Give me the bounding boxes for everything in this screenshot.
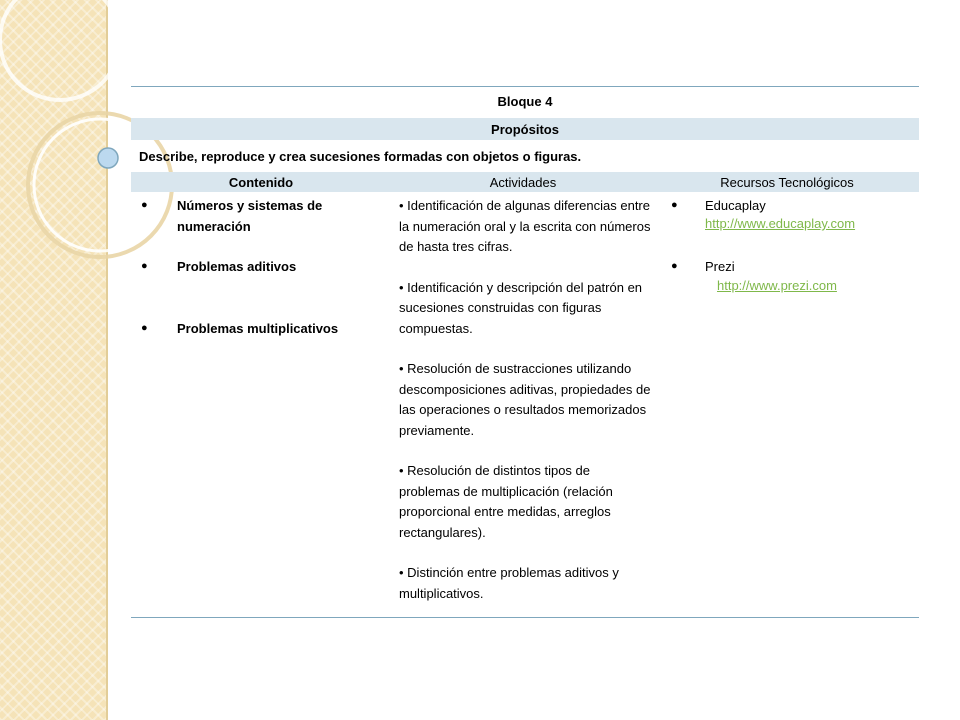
- educaplay-link[interactable]: http://www.educaplay.com: [705, 216, 856, 231]
- prezi-link[interactable]: http://www.prezi.com: [717, 278, 837, 293]
- actividad-item: • Resolución de sustracciones utilizando descomposiciones aditivas, propiedades de las operaciones o resultados memorizados previamente.: [399, 361, 651, 438]
- recursos-column: [663, 192, 919, 624]
- header-contenido: Contenido: [228, 174, 294, 190]
- bullet-icon: ●: [671, 199, 678, 211]
- actividad-item: • Identificación y descripción del patrón en sucesiones construidas con figuras compuestas.: [399, 279, 643, 336]
- list-item: [139, 195, 379, 237]
- bullet-icon: ●: [141, 199, 148, 211]
- list-item: [139, 318, 379, 339]
- header-actividades: Actividades: [489, 174, 557, 190]
- contenido-text: Números y sistemas de numeración: [177, 198, 323, 234]
- bullet-icon: ●: [141, 322, 148, 334]
- actividad-item: • Identificación de algunas diferencias entre la numeración oral y la escrita con números de hasta tres cifras.: [399, 198, 651, 254]
- contenido-column: [131, 192, 391, 612]
- bullet-icon: ●: [671, 260, 678, 272]
- planning-table: [131, 86, 919, 618]
- recurso-name: Prezi: [705, 259, 735, 274]
- recurso-name: Educaplay: [705, 198, 766, 213]
- table-title: Bloque 4: [497, 93, 553, 109]
- list-item: [139, 256, 379, 277]
- table-body: [131, 192, 919, 624]
- contenido-text: Problemas multiplicativos: [177, 321, 339, 336]
- column-headers: [131, 172, 919, 192]
- actividad-item: • Resolución de distintos tipos de problemas de multiplicación (relación proporcional entre medidas, arreglos rectangulares).: [399, 463, 613, 540]
- proposito-text: Describe, reproduce y crea sucesiones formadas con objetos o figuras.: [139, 148, 582, 164]
- header-recursos: Recursos Tecnológicos: [720, 174, 854, 190]
- actividad-item: • Distinción entre problemas aditivos y multiplicativos.: [399, 565, 619, 601]
- bullet-icon: ●: [141, 260, 148, 272]
- contenido-text: Problemas aditivos: [177, 259, 297, 274]
- actividades-column: [391, 192, 663, 624]
- propositos-header: Propósitos: [131, 118, 919, 140]
